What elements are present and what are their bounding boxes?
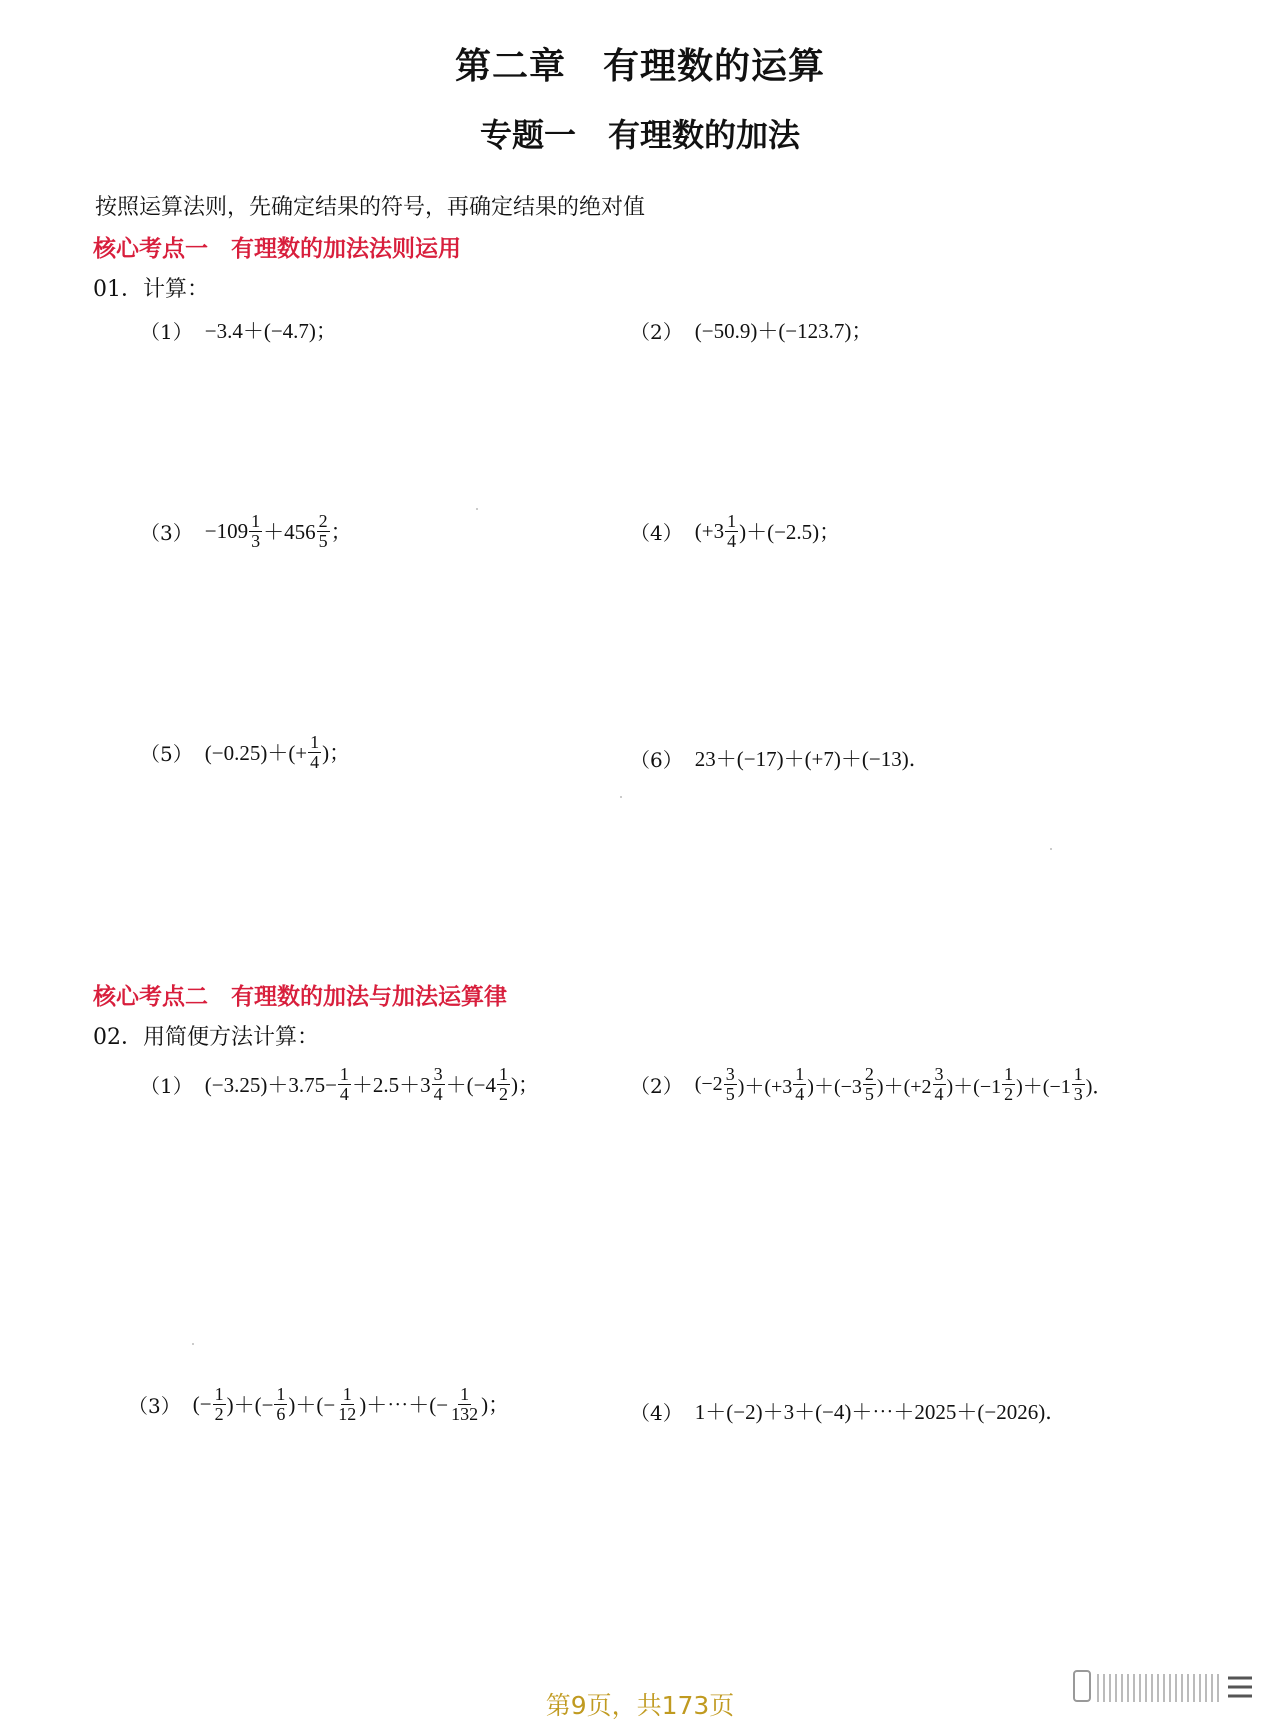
fraction: [308, 733, 321, 772]
numerator: 2: [864, 1064, 874, 1084]
question-01-heading: 01．计算：: [93, 277, 209, 302]
scan-speck: [1050, 848, 1052, 850]
expression-text: (−0.25)＋(+: [204, 741, 308, 766]
fraction: [338, 1065, 351, 1104]
numerator: 1: [214, 1384, 224, 1404]
problem-number: （4）: [630, 1400, 683, 1425]
problem-number: （6）: [630, 747, 683, 772]
fraction: [317, 512, 330, 551]
denominator: 4: [727, 530, 737, 551]
problem-2-3: [128, 1385, 509, 1424]
denominator: 4: [795, 1083, 805, 1104]
problem-number: （2）: [630, 319, 683, 344]
scan-speck: [192, 1343, 194, 1345]
problem-1-2: [630, 315, 872, 345]
expression-text: (−50.9)＋(−123.7)；: [694, 319, 873, 343]
problem-number: （3）: [128, 1393, 181, 1418]
numerator: 1: [795, 1064, 805, 1084]
numerator: 1: [276, 1384, 286, 1404]
expression-text: )＋(−2.5)；: [739, 520, 841, 545]
denominator: 4: [433, 1083, 443, 1104]
fraction: [725, 512, 738, 551]
problem-2-1: [140, 1065, 539, 1104]
numerator: 1: [339, 1064, 349, 1084]
numerator: 1: [460, 1384, 470, 1404]
problem-number: （3）: [140, 520, 193, 545]
fraction: [449, 1385, 480, 1424]
problem-number: （1）: [140, 1073, 193, 1098]
numerator: 1: [342, 1384, 352, 1404]
denominator: 4: [934, 1083, 944, 1104]
fraction: [432, 1065, 445, 1104]
expression-text: )＋(+3: [737, 1075, 793, 1098]
expression-text: −3.4＋(−4.7)；: [204, 319, 337, 343]
expression-text: ＋2.5＋3: [351, 1073, 431, 1098]
denominator: 2: [499, 1083, 509, 1104]
expression-text: )＋(−1: [946, 1075, 1002, 1098]
expression-text: )＋(−: [226, 1393, 274, 1418]
topic-subtitle: 专题一 有理数的加法: [479, 116, 800, 154]
numerator: 2: [318, 511, 328, 531]
scan-speck: [620, 796, 622, 798]
expression-text: 1＋(−2)＋3＋(−4)＋⋯＋2025＋(−2026)．: [694, 1400, 1067, 1424]
core-point-1-heading: 核心考点一 有理数的加法法则运用: [93, 236, 461, 262]
problem-number: （2）: [630, 1073, 683, 1098]
expression-text: (−3.25)＋3.75−: [204, 1073, 337, 1098]
fraction: [863, 1065, 876, 1104]
expression-text: )＋(+2: [876, 1075, 932, 1098]
expression-text: )＋(−1: [1016, 1075, 1071, 1098]
intro-text: 按照运算法则，先确定结果的符号，再确定结果的绝对值: [95, 195, 646, 220]
numerator: 1: [727, 511, 737, 531]
problem-2-2: [630, 1065, 1112, 1104]
expression-text: 23＋(−17)＋(+7)＋(−13)．: [694, 747, 930, 771]
expression-text: ＋456: [263, 520, 316, 545]
denominator: 12: [338, 1403, 357, 1424]
expression-text: )；: [511, 1073, 540, 1098]
problem-number: （4）: [630, 520, 683, 545]
fraction: [724, 1065, 737, 1104]
fraction: [274, 1385, 287, 1424]
fraction: [249, 512, 262, 551]
expression-text: )；: [322, 741, 351, 766]
expression-text: )＋(−: [288, 1393, 336, 1418]
denominator: 4: [339, 1083, 349, 1104]
numerator: 1: [310, 732, 320, 752]
page-indicator: 第9页，共173页: [545, 1691, 735, 1720]
problem-1-3: [140, 512, 352, 551]
expression-text: (+3: [694, 518, 725, 543]
denominator: 5: [318, 530, 328, 551]
denominator: 4: [310, 751, 320, 772]
expression-text: )；: [481, 1393, 510, 1418]
fraction: [336, 1385, 358, 1424]
denominator: 132: [451, 1403, 479, 1424]
expression-text: (−: [192, 1391, 212, 1416]
denominator: 5: [725, 1083, 735, 1104]
core-point-2-heading: 核心考点二 有理数的加法与加法运算律: [93, 984, 507, 1010]
expression-text: )＋(−3: [807, 1075, 862, 1098]
numerator: 3: [934, 1064, 944, 1084]
denominator: 2: [214, 1403, 224, 1424]
numerator: 3: [725, 1064, 735, 1084]
denominator: 6: [276, 1403, 286, 1424]
fraction: [213, 1385, 226, 1424]
numerator: 3: [433, 1064, 443, 1084]
fraction: [933, 1065, 946, 1104]
numerator: 1: [251, 511, 261, 531]
expression-text: )．: [1085, 1075, 1113, 1098]
problem-1-5: [140, 733, 350, 772]
problem-1-4: [630, 512, 840, 551]
expression-text: )＋⋯＋(−: [359, 1393, 449, 1418]
problem-1-1: [140, 315, 337, 345]
fraction: [793, 1065, 806, 1104]
denominator: 3: [1073, 1083, 1083, 1104]
menu-icon[interactable]: [1068, 1668, 1258, 1708]
fraction: [497, 1065, 510, 1104]
chapter-title: 第二章 有理数的运算: [454, 46, 825, 87]
numerator: 1: [499, 1064, 509, 1084]
denominator: 2: [1004, 1083, 1014, 1104]
scan-speck: [476, 508, 478, 510]
expression-text: (−2: [694, 1072, 723, 1095]
question-02-heading: 02．用简便方法计算：: [93, 1025, 319, 1050]
expression-text: ＋(−4: [445, 1073, 497, 1098]
problem-2-4: [630, 1396, 1066, 1426]
problem-number: （5）: [140, 741, 193, 766]
expression-text: −109: [204, 518, 249, 543]
problem-1-6: [630, 743, 930, 773]
expression-text: ；: [330, 520, 352, 545]
fraction: [1072, 1065, 1085, 1104]
denominator: 5: [864, 1083, 874, 1104]
numerator: 1: [1004, 1064, 1014, 1084]
problem-number: （1）: [140, 319, 193, 344]
denominator: 3: [251, 530, 261, 551]
fraction: [1002, 1065, 1015, 1104]
numerator: 1: [1073, 1064, 1083, 1084]
